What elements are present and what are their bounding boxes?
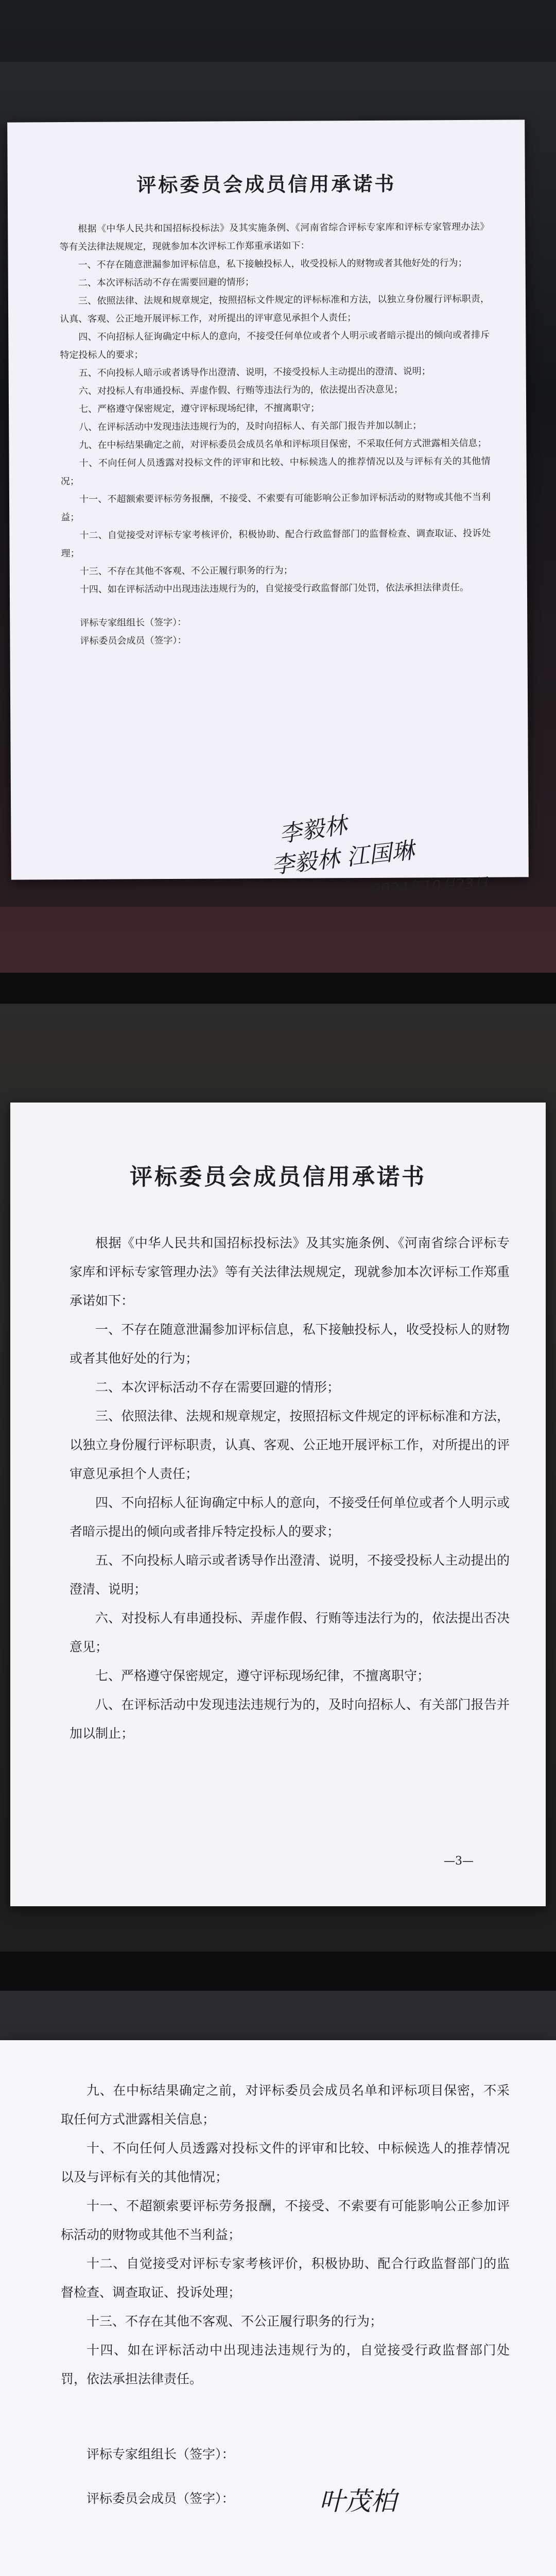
item-7: 七、严格遵守保密规定，遵守评标现场纪律，不擅离职守；	[79, 402, 320, 415]
handwritten-date: 2024年10月23日	[371, 874, 489, 898]
item-13: 十三、不存在其他不客观、不公正履行职务的行为；	[86, 2314, 383, 2329]
document-page-1	[7, 120, 529, 898]
item-6: 六、对投标人有串通投标、弄虚作假、行贿等违法行为的，依法提出否决意见；	[70, 1611, 510, 1654]
member-signature-label: 评标委员会成员（签字）：	[80, 635, 187, 647]
item-2: 二、本次评标活动不存在需要回避的情形；	[95, 1380, 340, 1395]
item-11: 十一、不超额索要评标劳务报酬，不接受、不索要有可能影响公正参加评标活动的财物或其他不当利益；	[61, 492, 491, 523]
page-number: —3—	[444, 1855, 474, 1868]
item-6: 六、对投标人有串通投标、弄虚作假、行贿等违法行为的，依法提出否决意见；	[78, 384, 403, 397]
item-9: 九、在中标结果确定之前，对评标委员会成员名单和评标项目保密，不采取任何方式泄露相关信息；	[61, 2083, 510, 2127]
document-page-2	[10, 1103, 546, 1906]
item-4: 四、不向招标人征询确定中标人的意向，不接受任何单位或者个人明示或者暗示提出的倾向或者排斥特定投标人的要求；	[60, 329, 490, 361]
item-4: 四、不向招标人征询确定中标人的意向，不接受任何单位或者个人明示或者暗示提出的倾向或者排斥特定投标人的要求；	[70, 1495, 510, 1539]
item-12: 十二、自觉接受对评标专家考核评价，积极协助、配合行政监督部门的监督检查、调查取证、投诉处理；	[61, 2256, 510, 2300]
item-8: 八、在评标活动中发现违法违规行为的，及时向招标人、有关部门报告并加以制止；	[79, 420, 422, 433]
item-5: 五、不向投标人暗示或者诱导作出澄清、说明，不接受投标人主动提出的澄清、说明；	[78, 366, 431, 379]
handwritten-member-signatures: 李毅林 江国琳	[270, 837, 416, 879]
handwritten-leader-signature: 李毅林	[277, 812, 349, 848]
item-1: 一、不存在随意泄漏参加评标信息，私下接触投标人，收受投标人的财物或者其他好处的行为；	[78, 257, 467, 270]
item-13: 十三、不存在其他不客观、不公正履行职务的行为；	[79, 565, 293, 577]
intro-paragraph: 根据《中华人民共和国招标投标法》及其实施条例、《河南省综合评标专家库和评标专家管理办法》等有关法律法规规定，现就参加本次评标工作郑重承诺如下：	[59, 221, 490, 253]
document-title: 评标委员会成员信用承诺书	[136, 172, 396, 197]
item-11: 十一、不超额索要评标劳务报酬，不接受、不索要有可能影响公正参加评标活动的财物或其他不当利益；	[61, 2198, 510, 2242]
member-signature-label: 评标委员会成员（签字）：	[86, 2491, 235, 2506]
item-9: 九、在中标结果确定之前，对评标委员会成员名单和评标项目保密，不采取任何方式泄露相关信息；	[79, 437, 487, 451]
intro-paragraph: 根据《中华人民共和国招标投标法》及其实施条例、《河南省综合评标专家库和评标专家管理办法》等有关法律法规规定，现就参加本次评标工作郑重承诺如下：	[70, 1235, 510, 1308]
document-body	[61, 2076, 510, 2513]
item-10: 十、不向任何人员透露对投标文件的评审和比较、中标候选人的推荐情况以及与评标有关的其他情况；	[60, 455, 491, 487]
handwritten-member-signature: 叶茂柏	[319, 2486, 396, 2516]
item-2: 二、本次评标活动不存在需要回避的情形；	[78, 277, 254, 289]
item-7: 七、严格遵守保密规定，遵守评标现场纪律，不擅离职守；	[95, 1668, 430, 1683]
document-body	[70, 1229, 510, 1748]
item-3: 三、依照法律、法规和规章规定，按照招标文件规定的评标标准和方法，以独立身份履行评标职责，认真、客观、公正地开展评标工作，对所提出的评审意见承担个人责任；	[60, 293, 490, 325]
leader-signature-label: 评标专家组组长（签字）：	[86, 2447, 235, 2462]
item-5: 五、不向投标人暗示或者诱导作出澄清、说明，不接受投标人主动提出的澄清、说明；	[70, 1553, 510, 1597]
leader-signature-label: 评标专家组组长（签字）：	[80, 617, 187, 629]
document-title: 评标委员会成员信用承诺书	[130, 1164, 426, 1190]
item-12: 十二、自觉接受对评标专家考核评价，积极协助、配合行政监督部门的监督检查、调查取证、投诉处理；	[61, 528, 491, 560]
item-14: 十四、如在评标活动中出现违法违规行为的，自觉接受行政监督部门处罚，依法承担法律责任。	[61, 2343, 510, 2386]
item-3: 三、依照法律、法规和规章规定，按照招标文件规定的评标标准和方法，以独立身份履行评标职责，认真、客观、公正地开展评标工作，对所提出的评审意见承担个人责任；	[70, 1409, 510, 1481]
item-10: 十、不向任何人员透露对投标文件的评审和比较、中标候选人的推荐情况以及与评标有关的其他情况；	[61, 2141, 510, 2184]
item-8: 八、在评标活动中发现违法违规行为的，及时向招标人、有关部门报告并加以制止；	[70, 1697, 510, 1741]
item-1: 一、不存在随意泄漏参加评标信息，私下接触投标人，收受投标人的财物或者其他好处的行为；	[70, 1322, 510, 1366]
document-page-3	[0, 2040, 556, 2576]
item-14: 十四、如在评标活动中出现违法违规行为的，自觉接受行政监督部门处罚，依法承担法律责任。	[79, 582, 469, 595]
document-body	[59, 218, 491, 650]
